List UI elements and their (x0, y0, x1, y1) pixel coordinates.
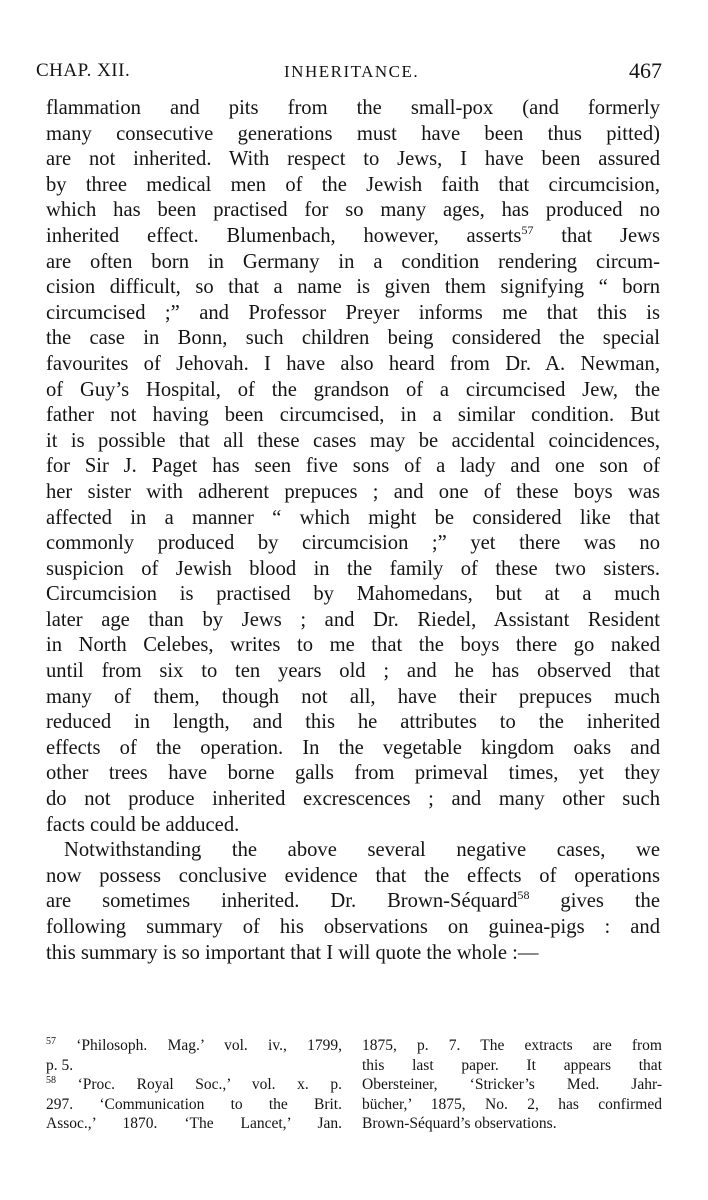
text-line: are not inherited. With respect to Jews, I have been assured (46, 148, 660, 171)
footnote-line: Brown-Séquard’s observations. (362, 1115, 557, 1132)
text-line (46, 889, 660, 915)
text-line: Notwithstanding the above several negative cases, we (64, 839, 660, 862)
footnote-line: 1875, p. 7. The extracts are from (362, 1037, 662, 1054)
text-line: favourites of Jehovah. I have also heard from Dr. A. Newman, (46, 352, 660, 375)
text-line: following summary of his observations on guinea-pigs : and (46, 916, 660, 938)
text-line: other trees have borne galls from primeval times, yet they (46, 762, 660, 785)
text-line: for Sir J. Paget has seen five sons of a lady and one son of (46, 455, 660, 478)
text-line: later age than by Jews ; and Dr. Riedel, Assistant Resident (46, 608, 660, 631)
text-line: commonly produced by circumcision ;” yet there was no (46, 532, 660, 555)
page-number: 467 (629, 58, 662, 83)
text-line: many of them, though not all, have their prepuces much (46, 685, 660, 708)
body-text (46, 96, 660, 966)
text-line: do not produce inherited excrescences ; and many other such (46, 788, 660, 811)
text-line: which has been practised for so many ages, has produced no (46, 199, 660, 222)
text-line: circumcised ;” and Professor Preyer informs me that this is (46, 301, 660, 324)
text-line: this summary is so important that I will quote the whole :— (46, 941, 539, 964)
footnote-ref-57: 57 (521, 223, 534, 238)
text-line: now possess conclusive evidence that the effects of operations (46, 864, 660, 887)
text-line: flammation and pits from the small-pox (and formerly (46, 97, 660, 119)
text-segment: inherited effect. Blumenbach, however, asserts (46, 224, 522, 247)
text-segment: are sometimes inherited. Dr. Brown-Séquard (46, 890, 518, 913)
footnote-line: p. 5. (46, 1056, 74, 1074)
text-line: suspicion of Jewish blood in the family of these two sisters. (46, 557, 660, 580)
text-line: until from six to ten years old ; and he has observed that (46, 660, 660, 683)
footnote-number: 57 (46, 1035, 56, 1047)
text-segment: that Jews (533, 224, 660, 247)
footnote-line: 297. ‘Communication to the Brit. (46, 1095, 342, 1113)
chapter-label: CHAP. XII. (36, 60, 131, 81)
text-line: of Guy’s Hospital, of the grandson of a circumcised Jew, the (46, 378, 660, 401)
running-header (36, 58, 662, 92)
footnotes-right-column (362, 1036, 662, 1134)
text-line: are often born in Germany in a condition rendering circum- (46, 250, 660, 273)
text-line: by three medical men of the Jewish faith that circumcision, (46, 173, 660, 196)
footnote-58 (46, 1075, 342, 1095)
footnote-line: Obersteiner, ‘Stricker’s Med. Jahr- (362, 1076, 662, 1093)
text-line: in North Celebes, writes to me that the boys there go naked (46, 634, 660, 657)
footnote-line: this last paper. It appears that (362, 1056, 662, 1074)
footnote-text: ‘Philosoph. Mag.’ vol. iv., 1799, (56, 1037, 342, 1054)
footnote-57 (46, 1036, 342, 1056)
text-line: the case in Bonn, such children being considered the special (46, 327, 660, 350)
text-line: it is possible that all these cases may be accidental coincidences, (46, 429, 660, 452)
text-line: father not having been circumcised, in a similar condition. But (46, 404, 660, 427)
footnote-line: bücher,’ 1875, No. 2, has confirmed (362, 1095, 662, 1113)
footnote-number: 58 (46, 1074, 56, 1086)
footnote-ref-58: 58 (517, 888, 530, 903)
text-line: affected in a manner “ which might be considered like that (46, 506, 660, 529)
text-segment: gives the (529, 890, 660, 913)
text-line (46, 224, 660, 250)
text-line: many consecutive generations must have been thus pitted) (46, 122, 660, 145)
text-line: her sister with adherent prepuces ; and one of these boys was (46, 480, 660, 503)
text-line: effects of the operation. In the vegetable kingdom oaks and (46, 736, 660, 759)
text-line: cision difficult, so that a name is given them signifying “ born (46, 276, 660, 299)
text-line: facts could be adduced. (46, 813, 240, 836)
footnote-line: Assoc.,’ 1870. ‘The Lancet,’ Jan. (46, 1115, 342, 1132)
text-line: Circumcision is practised by Mahomedans, but at a much (46, 583, 660, 606)
footnotes-left-column (46, 1036, 342, 1134)
footnotes (46, 1036, 660, 1166)
running-title: INHERITANCE. (284, 62, 420, 81)
text-line: reduced in length, and this he attributes to the inherited (46, 711, 660, 734)
footnote-text: ‘Proc. Royal Soc.,’ vol. x. p. (56, 1076, 342, 1093)
